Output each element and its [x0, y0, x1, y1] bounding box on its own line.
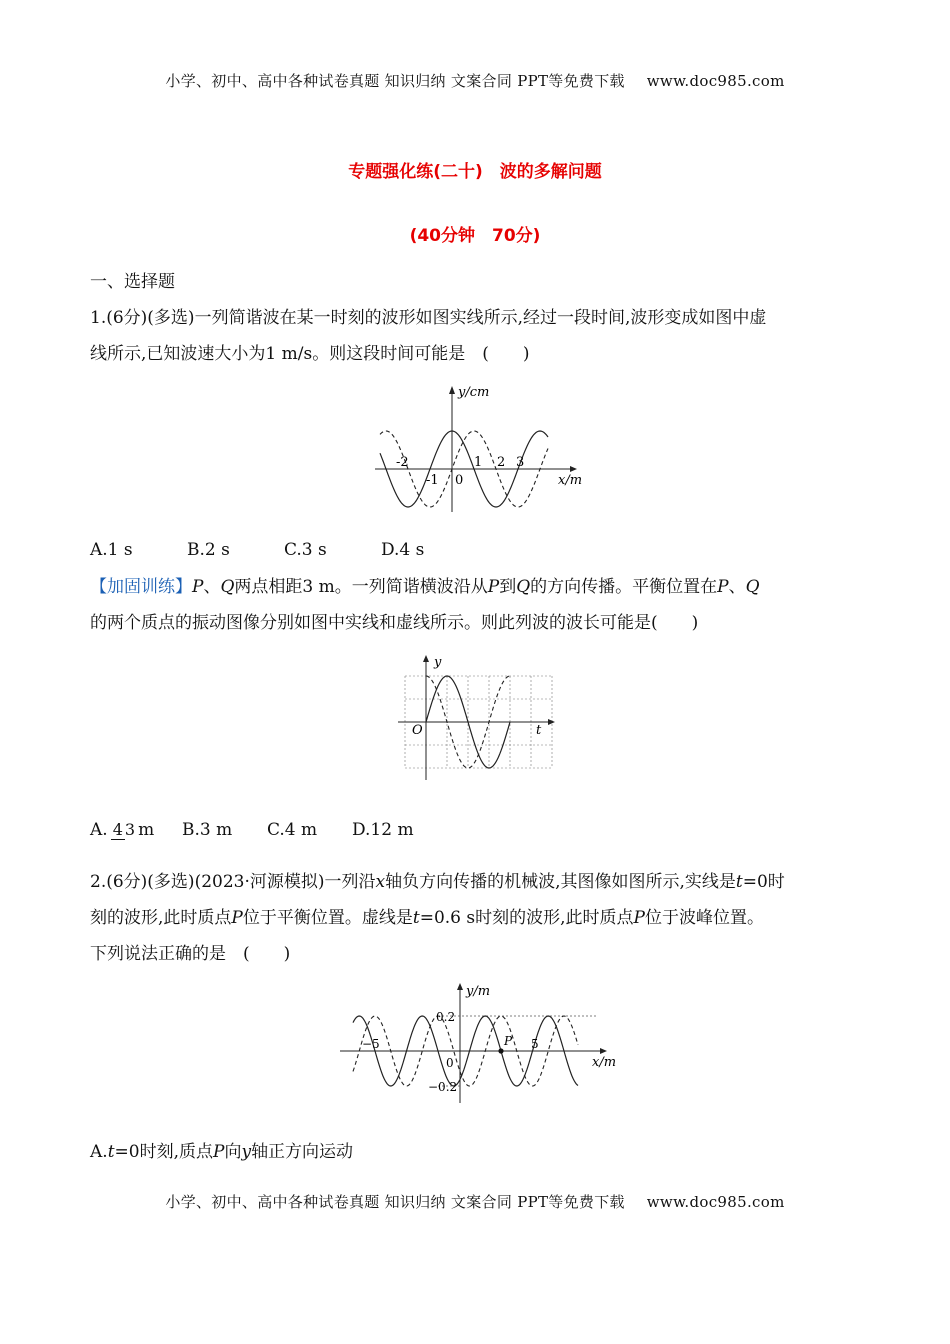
var-p: P — [717, 577, 729, 597]
text: 轴正方向运动 — [251, 1142, 354, 1162]
reinforce-ylabel: y — [434, 655, 442, 670]
q1-option-b[interactable]: B.2 s — [187, 540, 230, 560]
var-t: t — [412, 908, 420, 928]
var-p: P — [487, 577, 500, 597]
q2-y-arrow-icon — [457, 983, 463, 990]
page-title: 专题强化练(二十) 波的多解问题 — [348, 162, 602, 182]
reinforce-option-a[interactable] — [90, 812, 182, 848]
section-heading: 一、选择题 — [90, 272, 175, 292]
q1-ylabel: y/cm — [458, 385, 490, 400]
q1-xlabel: x/m — [558, 473, 583, 488]
var-q: Q — [516, 577, 531, 597]
denominator: 3 — [124, 820, 136, 839]
var-x: x — [375, 872, 386, 892]
q1-option-c[interactable]: C.3 s — [284, 540, 327, 560]
text: 到 — [499, 577, 517, 597]
q1-option-d[interactable]: D.4 s — [381, 540, 425, 560]
q2-option-a[interactable] — [90, 1140, 865, 1164]
q2-line2 — [90, 906, 865, 930]
text: 位于波峰位置。 — [644, 908, 764, 928]
q2-xneg: −5 — [362, 1037, 380, 1051]
q2-xpos: 5 — [531, 1037, 539, 1051]
text: 、 — [203, 577, 221, 597]
text: m — [138, 820, 155, 840]
page-footer — [0, 1191, 950, 1212]
q1-line2: 线所示,已知波速大小为1 m/s。则这段时间可能是 ( ) — [90, 344, 530, 364]
var-q: Q — [745, 577, 760, 597]
reinforce-option-b[interactable]: B.3 m — [182, 820, 233, 840]
var-q: Q — [220, 577, 235, 597]
reinforce-line1 — [90, 575, 865, 599]
text: 2.(6分)(多选)(2023·河源模拟)一列沿 — [90, 872, 376, 892]
q1-tick: 2 — [497, 455, 506, 470]
footer-url[interactable]: www.doc985.com — [646, 1193, 785, 1211]
numerator: 4 — [112, 820, 123, 839]
text: =0时刻,质点 — [114, 1142, 213, 1162]
text: 的方向传播。平衡位置在 — [530, 577, 718, 597]
q2-wave-figure — [338, 978, 623, 1106]
var-p: P — [192, 577, 204, 597]
text: 位于平衡位置。虚线是 — [242, 908, 413, 928]
text: 向 — [224, 1142, 242, 1162]
q1-option-a[interactable]: A.1 s — [90, 540, 133, 560]
q2-line1 — [90, 870, 865, 894]
text: =0时 — [742, 872, 785, 892]
text: 刻的波形,此时质点 — [90, 908, 232, 928]
q1-tick: -1 — [426, 473, 439, 488]
reinforce-option-d[interactable]: D.12 m — [352, 820, 414, 840]
reinforce-xlabel: t — [536, 723, 542, 738]
var-p: P — [231, 908, 243, 928]
page-subtitle: (40分钟 70分) — [409, 226, 541, 246]
page-header — [0, 70, 950, 91]
header-url[interactable]: www.doc985.com — [646, 72, 785, 90]
reinforce-y-arrow-icon — [423, 655, 429, 662]
text: A. — [90, 1142, 108, 1162]
q1-wave-figure — [370, 382, 590, 517]
header-text: 小学、初中、高中各种试卷真题 知识归纳 文案合同 PPT等免费下载 — [165, 72, 625, 90]
reinforce-line2: 的两个质点的振动图像分别如图中实线和虚线所示。则此列波的波长可能是( ) — [90, 613, 699, 633]
text: 轴负方向传播的机械波,其图像如图所示,实线是 — [385, 872, 736, 892]
reinforce-origin: O — [412, 723, 423, 738]
q1-y-arrow-icon — [449, 386, 455, 394]
var-t: t — [735, 872, 743, 892]
q1-tick: 1 — [474, 455, 483, 470]
q2-ymin: −0.2 — [428, 1080, 458, 1094]
q1-options — [90, 538, 865, 562]
var-t: t — [107, 1142, 115, 1162]
q1-tick: 3 — [516, 455, 525, 470]
footer-text: 小学、初中、高中各种试卷真题 知识归纳 文案合同 PPT等免费下载 — [165, 1193, 625, 1211]
reinforce-options — [90, 812, 865, 848]
q2-ylabel: y/m — [466, 984, 491, 999]
text: 两点相距3 m。一列简谐横波沿从 — [234, 577, 488, 597]
q2-origin: 0 — [446, 1056, 454, 1070]
q2-xlabel: x/m — [592, 1055, 617, 1070]
reinforce-figure — [398, 650, 558, 785]
reinforce-t-arrow-icon — [548, 719, 555, 725]
text: =0.6 s时刻的波形,此时质点 — [419, 908, 634, 928]
q2-ymax: 0.2 — [436, 1010, 456, 1024]
var-p: P — [213, 1142, 225, 1162]
var-p: P — [633, 908, 645, 928]
q2-point-p — [498, 1048, 503, 1053]
reinforce-tag: 【加固训练】 — [90, 577, 192, 597]
var-y: y — [241, 1142, 252, 1162]
q1-line1: 1.(6分)(多选)一列简谐波在某一时刻的波形如图实线所示,经过一段时间,波形变成如图中虚 — [90, 308, 767, 328]
q1-x-arrow-icon — [570, 466, 577, 472]
q1-tick: -2 — [396, 455, 409, 470]
q2-x-arrow-icon — [600, 1048, 607, 1054]
text: 、 — [728, 577, 746, 597]
text: A. — [90, 820, 108, 840]
q2-point-label: P — [504, 1034, 513, 1048]
fraction — [111, 821, 135, 840]
reinforce-option-c[interactable]: C.4 m — [267, 820, 318, 840]
q1-tick: 0 — [455, 473, 464, 488]
q2-line3: 下列说法正确的是 ( ) — [90, 944, 291, 964]
